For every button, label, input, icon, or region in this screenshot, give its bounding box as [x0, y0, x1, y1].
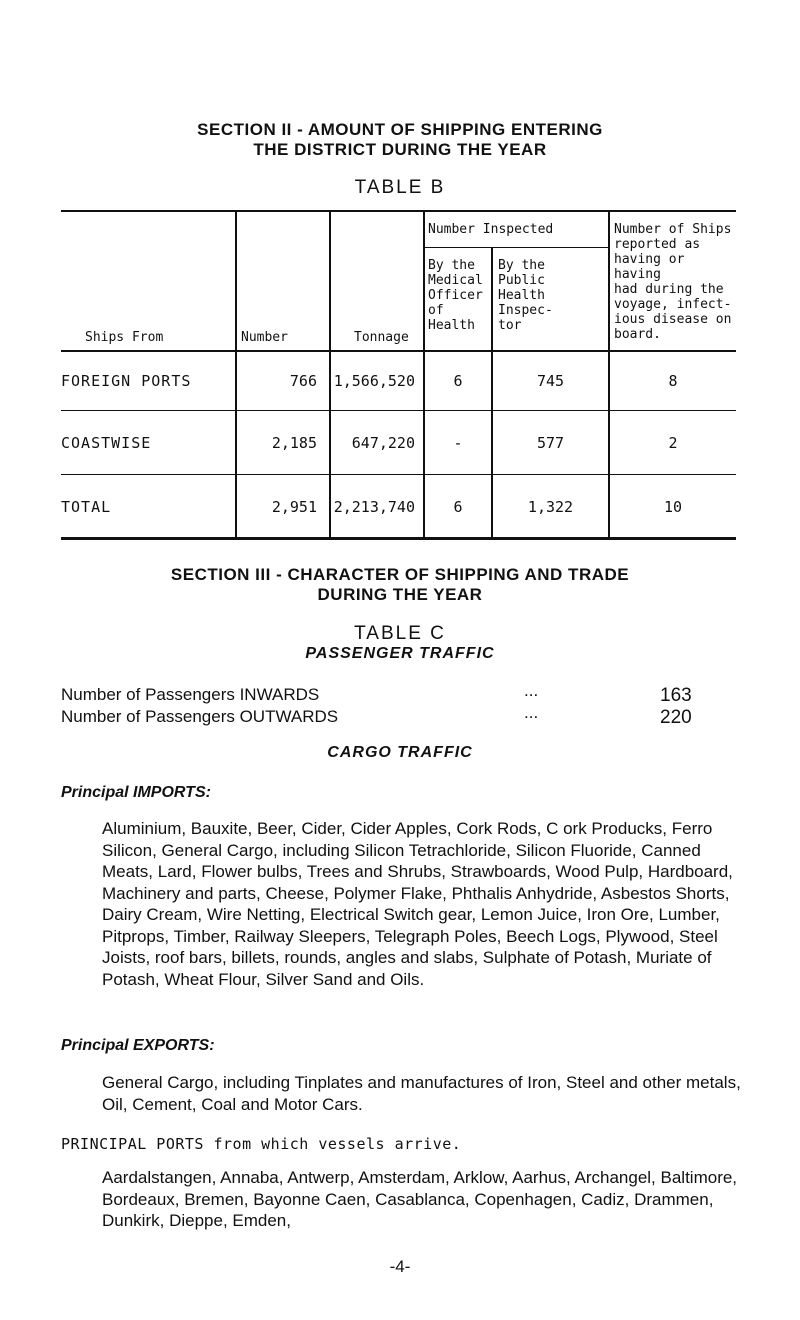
table-b-title: TABLE B [354, 177, 446, 198]
header-ships-from: Ships From [85, 330, 164, 345]
header-tonnage: Tonnage [354, 330, 409, 345]
principal-imports-text: Aluminium, Bauxite, Beer, Cider, Cider Apples, Cork Rods, C ork Producks, Ferro Silicon, General Cargo, including Silicon Tetrachloride, Silicon Fluoride, Canned Meats, Lard, Flower bulbs, Trees and Shrubs, Strawboards, Wood Pulp, Hardboard, Machinery and parts, Cheese, Polymer Flake, Phthalis Anhydride, Asbestos Shorts, Dairy Cream, Wire Netting, Electrical Switch gear, Lemon Juice, Iron Ore, Lumber, Pitprops, Timber, Railway Sleepers, Telegraph Poles, Beech Logs, Plywood, Steel Joists, roof bars, billets, rounds, angles and slabs, Sulphate of Potash, Muriate of Potash, Wheat Flour, Silver Sand and Oils. [102, 819, 733, 989]
header-number-inspected: Number Inspected [428, 222, 554, 237]
header-ships-reported-infectious: Number of Ships reported as having or having had during the voyage, infect- ious disease on board. [614, 222, 732, 342]
cell-number: 2,951 [271, 498, 317, 516]
row-label-foreign-ports: FOREIGN PORTS [61, 372, 192, 390]
cell-tonnage: 2,213,740 [333, 498, 415, 516]
cell-number: 766 [289, 372, 317, 390]
section-ii-subtitle: THE DISTRICT DURING THE YEAR [253, 140, 547, 159]
cell-tonnage: 647,220 [351, 434, 415, 452]
cell-public-health-inspector: 745 [536, 372, 565, 390]
passengers-outwards-label: Number of Passengers OUTWARDS [61, 707, 339, 726]
page-number: -4- [389, 1257, 411, 1276]
header-number: Number [241, 330, 288, 345]
table-c-title: TABLE C [354, 623, 446, 644]
cell-tonnage: 1,566,520 [333, 372, 415, 390]
header-by-medical-officer: By the Medical Officer of Health [428, 258, 483, 333]
cell-infected-ships: 10 [663, 498, 683, 516]
row-label-total: TOTAL [61, 498, 112, 516]
cell-medical-officer: 6 [453, 498, 463, 516]
cell-medical-officer: - [453, 434, 463, 452]
cell-infected-ships: 8 [668, 372, 678, 390]
row-label-coastwise: COASTWISE [61, 434, 152, 452]
passengers-outwards-value: 220 [660, 707, 692, 728]
principal-ports-text: Aardalstangen, Annaba, Antwerp, Amsterdam, Arklow, Aarhus, Archangel, Baltimore, Bordeaux, Bremen, Bayonne Caen, Casablanca, Copenhagen, Cadiz, Drammen, Dunkirk, Dieppe, Emden, [102, 1168, 738, 1230]
cell-public-health-inspector: 577 [536, 434, 565, 452]
passengers-inwards-label: Number of Passengers INWARDS [61, 685, 320, 704]
passengers-inwards-dots: ... [524, 681, 539, 700]
section-ii-title: SECTION II - AMOUNT OF SHIPPING ENTERING [197, 120, 603, 139]
header-by-public-health-inspector: By the Public Health Inspec- tor [498, 258, 553, 333]
cell-number: 2,185 [271, 434, 317, 452]
principal-ports-heading: PRINCIPAL PORTS from which vessels arrive. [61, 1135, 462, 1153]
passengers-inwards-value: 163 [660, 685, 692, 706]
cell-public-health-inspector: 1,322 [527, 498, 574, 516]
passengers-outwards-dots: ... [524, 703, 539, 722]
section-iii-subtitle: DURING THE YEAR [317, 585, 483, 604]
section-iii-title: SECTION III - CHARACTER OF SHIPPING AND TRADE [170, 565, 630, 584]
passenger-traffic-title: PASSENGER TRAFFIC [305, 645, 495, 662]
principal-exports-label: Principal EXPORTS: [61, 1037, 215, 1054]
cargo-traffic-title: CARGO TRAFFIC [327, 744, 473, 761]
principal-exports-text: General Cargo, including Tinplates and manufactures of Iron, Steel and other metals, Oil, Cement, Coal and Motor Cars. [102, 1073, 741, 1114]
cell-medical-officer: 6 [453, 372, 463, 390]
cell-infected-ships: 2 [668, 434, 678, 452]
principal-imports-label: Principal IMPORTS: [61, 784, 211, 801]
table-b [61, 210, 736, 540]
